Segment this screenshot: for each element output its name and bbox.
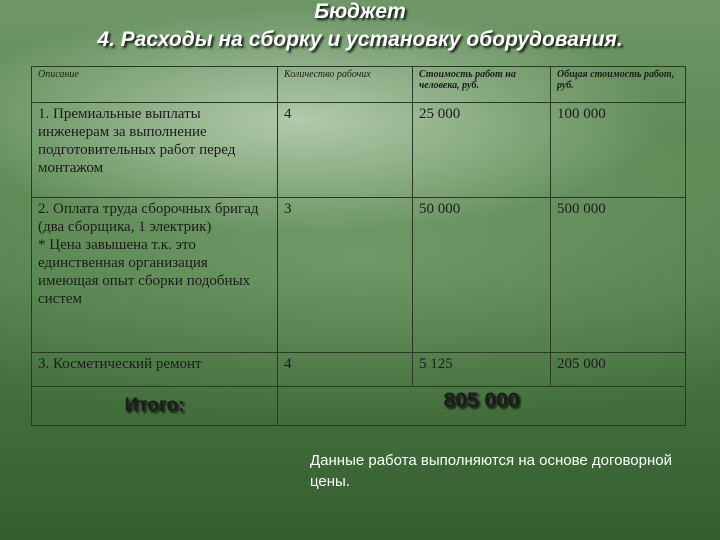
header-total-cost: Общая стоимость работ, руб.: [551, 67, 686, 103]
budget-table: [31, 66, 686, 426]
total-label: Итого:: [32, 387, 278, 426]
row-description: 3. Косметический ремонт: [32, 353, 278, 387]
row-cost-per-person: 25 000: [413, 103, 551, 198]
row-description: 1. Премиальные выплаты инженерам за выполнение подготовительных работ перед монтажом: [32, 103, 278, 198]
contract-note: Данные работа выполняются на основе договорной цены.: [310, 452, 672, 490]
header-workers: Количество рабочих: [278, 67, 413, 103]
table-row: [32, 198, 686, 353]
row-total-cost: 500 000: [551, 198, 686, 353]
table-header-row: [32, 67, 686, 103]
row-description: 2. Оплата труда сборочных бригад (два сборщика, 1 электрик) * Цена завышена т.к. это единственная организация имеющая опыт сборки подобных систем: [32, 198, 278, 353]
row-workers: 4: [278, 103, 413, 198]
slide-title: Бюджет: [314, 0, 406, 23]
slide-subtitle: 4. Расходы на сборку и установку оборудования.: [97, 28, 623, 51]
row-workers: 3: [278, 198, 413, 353]
total-value: 805 000: [278, 387, 686, 426]
table-row: [32, 353, 686, 387]
row-total-cost: 100 000: [551, 103, 686, 198]
table-total-row: [32, 387, 686, 426]
table-row: [32, 103, 686, 198]
header-description: Описание: [32, 67, 278, 103]
row-cost-per-person: 50 000: [413, 198, 551, 353]
row-cost-per-person: 5 125: [413, 353, 551, 387]
header-cost-per-person: Стоимость работ на человека, руб.: [413, 67, 551, 103]
row-total-cost: 205 000: [551, 353, 686, 387]
row-workers: 4: [278, 353, 413, 387]
